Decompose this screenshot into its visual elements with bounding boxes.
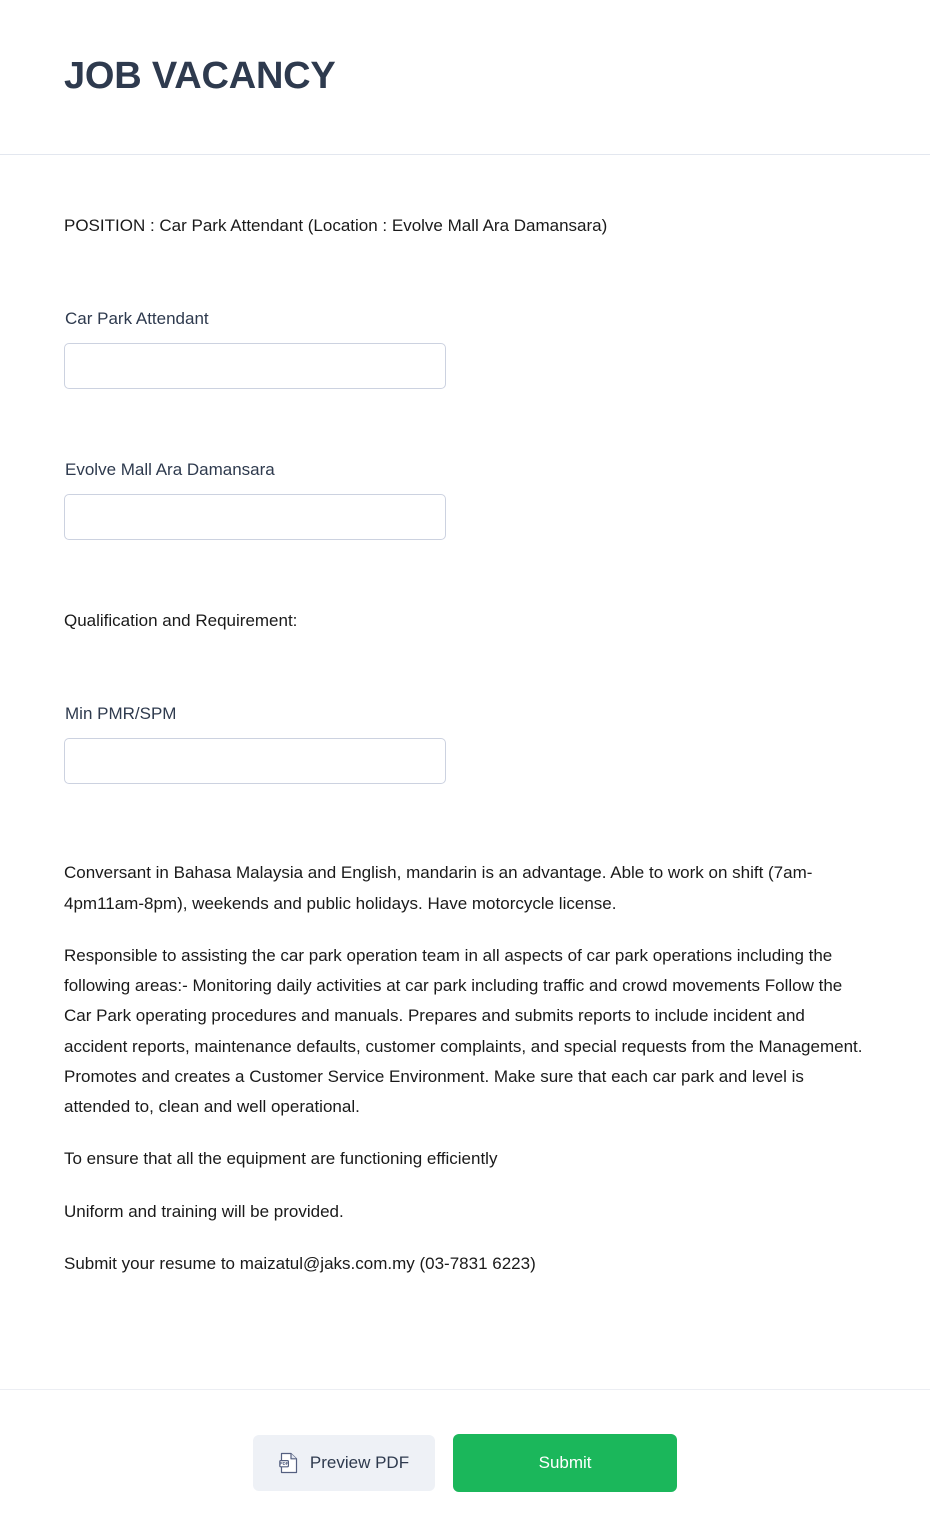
description-paragraph: Responsible to assisting the car park operation team in all aspects of car park operations including the following areas:- Monitoring daily activities at car park including traffic and crowd movements Follow the Car Park operating procedures and manuals. Prepares and submits reports to include incident and accident reports, maintenance defaults, customer complaints, and special requests from the Management. Promotes and creates a Customer Service Environment. Make sure that each car park and level is attended to, clean and well operational.: [64, 945, 863, 1117]
description-paragraph: To ensure that all the equipment are functioning efficiently: [64, 1149, 498, 1169]
input-min-pmr-spm[interactable]: [64, 738, 446, 784]
form-header: [0, 0, 930, 155]
preview-pdf-label: Preview PDF: [309, 1453, 410, 1472]
qualification-requirement-note: Qualification and Requirement:: [64, 610, 298, 630]
submit-label: Submit: [538, 1453, 592, 1472]
pdf-file-icon: [279, 1452, 299, 1474]
field-group-car-park-attendant: [64, 308, 866, 389]
field-group-min-pmr-spm: [64, 703, 866, 784]
job-description: [64, 784, 866, 1279]
field-label-car-park-attendant: Car Park Attendant: [65, 308, 209, 328]
preview-pdf-button[interactable]: [253, 1435, 435, 1491]
field-label-min-pmr-spm: Min PMR/SPM: [65, 704, 177, 724]
page-title: JOB VACANCY: [64, 55, 336, 98]
input-evolve-mall-ara-damansara[interactable]: [64, 494, 446, 540]
description-paragraph: Submit your resume to maizatul@jaks.com.my (03-7831 6223): [64, 1253, 536, 1273]
field-label-evolve-mall-ara-damansara: Evolve Mall Ara Damansara: [65, 459, 275, 479]
form-body: [0, 155, 930, 1389]
field-group-evolve-mall-ara-damansara: [64, 459, 866, 540]
form-footer: [0, 1389, 930, 1536]
description-paragraph: Uniform and training will be provided.: [64, 1201, 344, 1221]
input-car-park-attendant[interactable]: [64, 343, 446, 389]
submit-button[interactable]: [453, 1434, 677, 1492]
svg-text:PDF: PDF: [279, 1461, 289, 1467]
position-line: POSITION : Car Park Attendant (Location : Evolve Mall Ara Damansara): [64, 216, 608, 235]
description-paragraph: Conversant in Bahasa Malaysia and English, mandarin is an advantage. Able to work on shift (7am-4pm11am-8pm), weekends and public holidays. Have motorcycle license.: [64, 863, 813, 913]
